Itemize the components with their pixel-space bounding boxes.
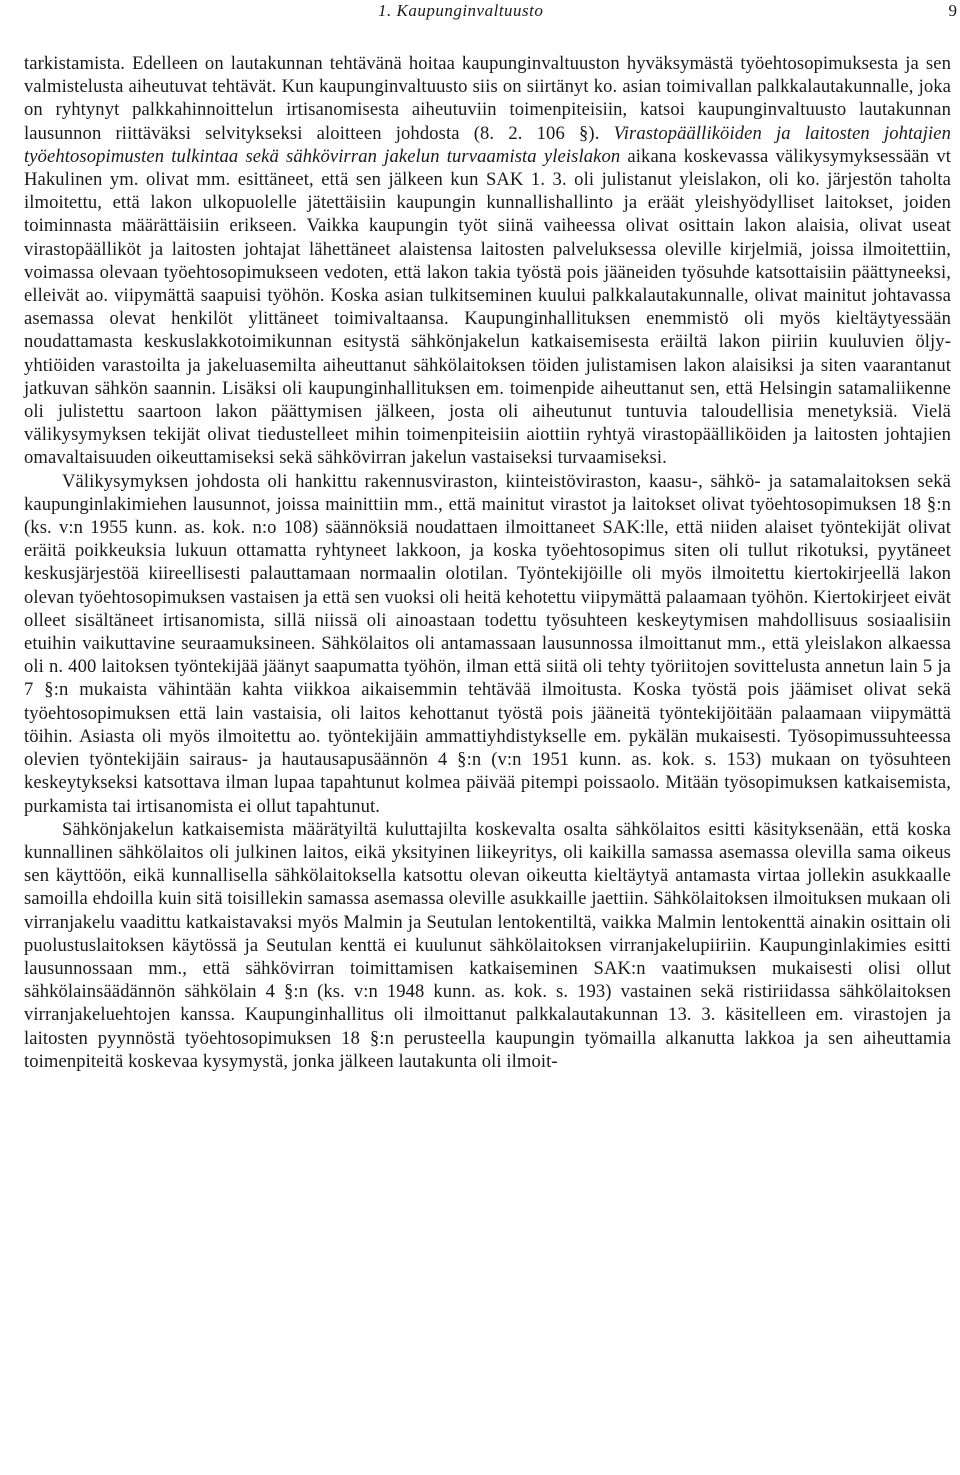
paragraph-1-intro: tarkistamista. Edelleen on lautakunnan tehtävänä hoitaa kaupunginvaltuuston hyväksymästä työehtosopimuksesta ja sen valmistelusta aiheutuvat tehtävät. Kun kaupunginvaltuusto siis on siirtänyt ko. asian toimivallan palkkalautakunnalle, joka on ryhtynyt palkkahinnoittelun irtisanomisesta aiheutuviin toimenpiteisiin, katsoi kaupunginvaltuusto lautakunnan lausunnon riittäväksi selvitykseksi aloitteen johdosta (8. 2. 106 §). [24,53,951,144]
paragraph-1-rest: aikana koskevassa välikysymyksessään vt Hakulinen ym. olivat mm. esittäneet, että sen jälkeen kun SAK 1. 3. oli julistanut yleislakon, oli ko. järjestön taholta ilmoitettu, että lakon ulkopuolelle jätettäisiin kaupungin kunnallishallinto ja eräät yleishyödylliset laitokset, joiden toiminnasta määrättäisiin erikseen. Vaikka kaupungin työt siinä vaiheessa olivat osittain lakon alaisia, olivat useat virastopäälliköt ja laitosten johtajat lähettäneet alaistensa laitosten palveluksessa oleville kirjelmiä, joissa ilmoitettiin, voimassa olevaan työehtosopimukseen vedoten, että lakon takia työstä pois jääneiden työsuhde katsottaisiin päättyneeksi, elleivät ao. viipymättä saapuisi työhön. Koska asian tulkitseminen kuului palkkalautakunnalle, olivat mainitut johtavassa asemassa olevat henkilöt ylittäneet toimivaltaansa. Kaupunginhallituksen enemmistö oli myös kieltäytyessään noudattamasta keskuslakkotoimikunnan esitystä sähkönjakelun katkaisemisesta eräiltä lakon piiriin kuuluvien öljy-yhtiöiden varastoilta ja jakeluasemilta aiheuttanut sähkölaitoksen töiden julistamisen lakon alaisiksi ja siten vaarantanut jatkuvan sähkön saannin. Lisäksi oli kaupunginhallituksen em. toimenpide aiheuttanut sen, että Helsingin satamaliikenne oli julistettu saartoon lakon päättymisen jälkeen, josta oli aiheutunut tuntuvia taloudellisia menetyksiä. Vielä välikysymyksen tekijät olivat tiedustelleet mihin toimenpiteisiin aiottiin ryhtyä virastopäälliköiden ja laitosten johtajien omavaltaisuuden oikeuttamiseksi sekä sähkövirran jakelun vastaiseksi turvaamiseksi. [24,145,951,469]
body-text [24,52,951,1073]
paragraph-2: Välikysymyksen johdosta oli hankittu rakennusviraston, kiinteistöviraston, kaasu-, sähkö- ja satamalaitoksen sekä kaupunginlakimiehen lausunnot, joissa mainittiin mm., että mainitut virastot ja laitokset olivat työehtosopimuksen 18 §:n (ks. v:n 1955 kunn. as. kok. n:o 108) säännöksiä noudattaen ilmoittaneet SAK:lle, että niiden alaiset työntekijät olivat eräitä poikkeuksia lukuun ottamatta ryhtyneet lakkoon, ja koska työehtosopimus siten oli tullut rikotuksi, pyytäneet keskusjärjestöä kiireellisesti palauttamaan normaalin olotilan. Työntekijöille oli myös ilmoitettu kiertokirjeellä lakon olevan työehtosopimuksen vastaisen ja että sen vuoksi oli heitä kehotettu viipymättä palaamaan työhön. Kiertokirjeet eivät olleet sisältäneet irtisanomista, sillä niissä oli ainoastaan todettu työsuhteen keskeytymisen mahdollisuus sosiaalisiin etuihin vaikuttavine seuraamuksineen. Sähkölaitos oli antamassaan lausunnossa ilmoittanut mm., että yleislakon alkaessa oli n. 400 laitoksen työntekijää jäänyt saapumatta työhön, ilman että siitä oli tehty työriitojen sovittelusta annetun lain 5 ja 7 §:n mukaista vähintään kahta viikkoa aikaisemmin tehtävää ilmoitusta. Koska työstä pois jäämiset olivat sekä työehtosopimuksen että lain vastaisia, oli laitos kehottanut työstä pois jääneitä työntekijöitään palaamaan viipymättä töihin. Asiasta oli myös ilmoitettu ao. työntekijäin ammattiyhdistykselle em. pykälän mukaisesti. Työsopimussuhteessa olevien työntekijäin sairaus- ja hautausapusäännön 4 §:n (v:n 1951 kunn. as. kok. s. 153) mukaan on työsuhteen keskeytykseksi katsottava ilman lupaa tapahtunut kolmea päivää pitempi poissaolo. Mitään työsopimuksen katkaisemista, purkamista tai irtisanomista ei ollut tapahtunut. [24,470,951,817]
paragraph-3: Sähkönjakelun katkaisemista määrätyiltä kuluttajilta koskevalta osalta sähkölaitos esitti käsityksenään, että koska kunnallinen sähkölaitos oli julkinen laitos, eikä yksityinen liikeyritys, oli kaikilla samassa asemassa olevilla sama oikeus sen käyttöön, eikä kunnallisella sähkölaitoksella katsottu olevan oikeutta kieltäytyä antamasta virtaa jollekin asukkaalle samoilla ehdoilla kuin sitä toisillekin samassa asemassa oleville asukkaille jaettiin. Sähkölaitoksen ilmoituksen mukaan oli virranjakelu vaadittu katkaistavaksi myös Malmin ja Seutulan lentokentiltä, vaikka Malmin lentokenttä ainakin osittain oli puolustuslaitoksen käytössä ja Seutulan kenttä ei kuulunut sähkölaitoksen virranjakelupiiriin. Kaupunginlakimies esitti lausunnossaan mm., että sähkövirran toimittamisen katkaiseminen SAK:n vaatimuksen mukaisesti olisi ollut sähkölainsäädännön sähkölain 4 §:n (ks. v:n 1948 kunn. as. kok. s. 193) vastainen sekä ristiriidassa sähkölaitoksen virranjakeluehtojen kanssa. Kaupunginhallitus oli ilmoittanut palkkalautakunnan 13. 3. käsitelleen em. virastojen ja laitosten pyynnöstä työehtosopimuksen 18 §:n perusteella kaupungin työmailla alkanutta lakkoa ja sen aiheuttamia toimenpiteitä koskevaa kysymystä, jonka jälkeen lautakunta oli ilmoit- [24,818,951,1072]
page-header [0,0,960,30]
interpellation-title: Virastopäälliköiden ja laitosten johtajien työehtosopimusten tulkintaa sekä sähkövirran jakelun turvaamista yleislakon [24,122,951,167]
paragraph-1 [24,52,951,470]
running-head: 1. Kaupunginvaltuusto [378,1,544,20]
page-number: 9 [948,1,957,20]
